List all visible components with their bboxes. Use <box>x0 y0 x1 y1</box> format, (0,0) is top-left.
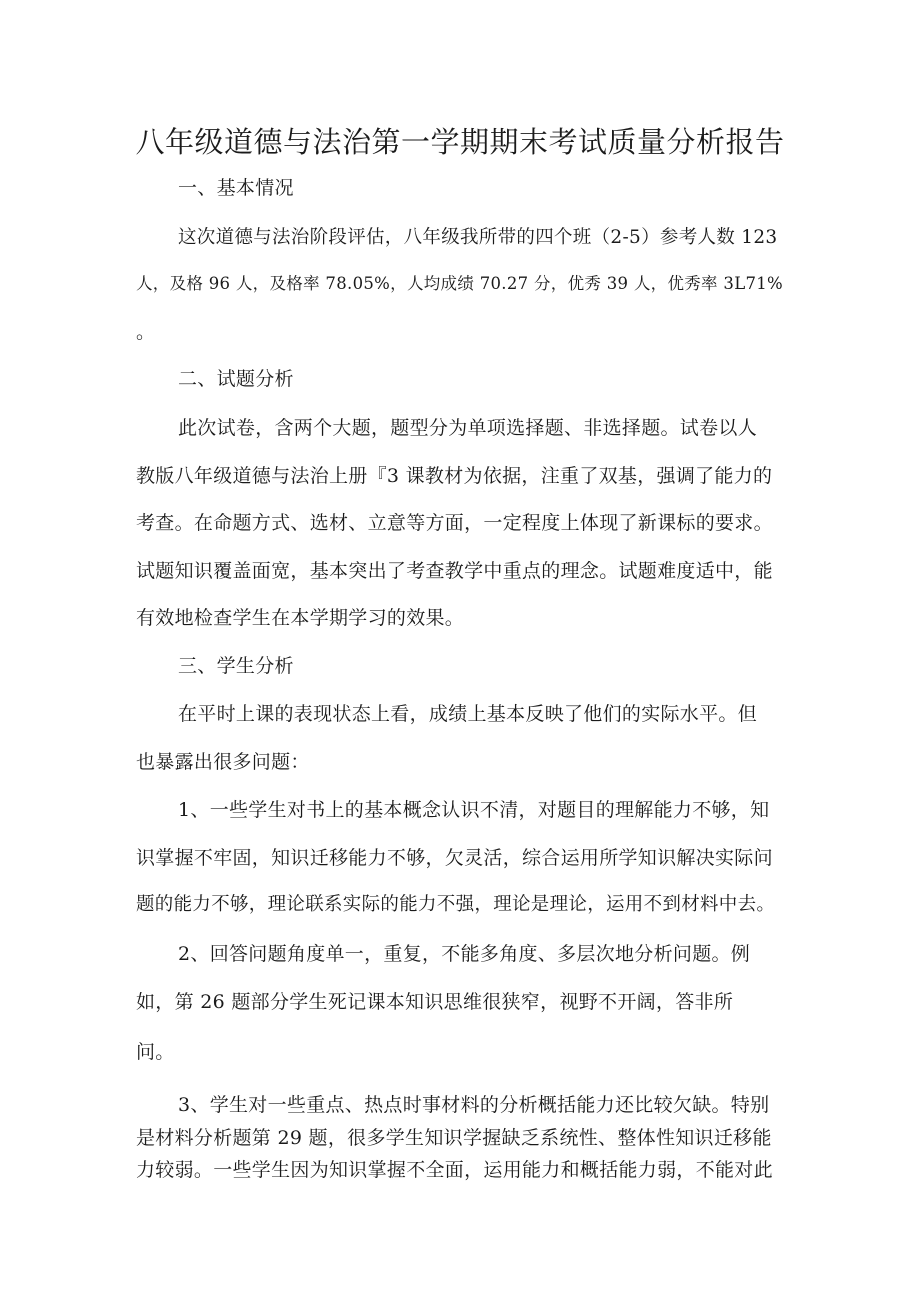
paragraph-line: 考查。在命题方式、选材、立意等方面，一定程度上体现了新课标的要求。 <box>136 512 773 534</box>
list-item-line: 1、一些学生对书上的基本概念认识不清，对题目的理解能力不够，知 <box>178 799 770 821</box>
document-title: 八年级道德与法治第一学期期末考试质量分析报告 <box>135 125 785 159</box>
paragraph-line: 。 <box>136 321 156 343</box>
paragraph-line: 试题知识覆盖面宽，基本突出了考查教学中重点的理念。试题难度适中，能 <box>136 560 773 582</box>
paragraph-line: 人，及格 96 人，及格率 78.05%，人均成绩 70.27 分，优秀 39 人，优秀率 3L71% <box>136 274 784 293</box>
paragraph-line: 教版八年级道德与法治上册『3 课教材为依据，注重了双基，强调了能力的 <box>136 465 773 487</box>
section-heading-exam: 二、试题分析 <box>178 368 294 390</box>
list-item-line: 问。 <box>136 1041 175 1063</box>
paragraph-line: 在平时上课的表现状态上看，成绩上基本反映了他们的实际水平。但 <box>178 703 758 725</box>
list-item-line: 识掌握不牢固，知识迁移能力不够，欠灵活，综合运用所学知识解决实际问 <box>136 847 773 869</box>
section-heading-basic: 一、基本情况 <box>178 177 294 199</box>
list-item-line: 力较弱。一些学生因为知识掌握不全面，运用能力和概括能力弱，不能对此 <box>136 1159 773 1181</box>
list-item-line: 3、学生对一些重点、热点时事材料的分析概括能力还比较欠缺。特别 <box>178 1094 770 1116</box>
paragraph-line: 此次试卷，含两个大题，题型分为单项选择题、非选择题。试卷以人 <box>178 417 758 439</box>
paragraph-line: 这次道德与法治阶段评估，八年级我所带的四个班（2-5）参考人数 123 <box>178 227 778 248</box>
paragraph-line: 也暴露出很多问题： <box>136 751 310 773</box>
paragraph-line: 有效地检查学生在本学期学习的效果。 <box>136 607 465 629</box>
list-item-line: 如，第 26 题部分学生死记课本知识思维很狭窄，视野不开阔，答非所 <box>136 991 734 1013</box>
list-item-line: 题的能力不够，理论联系实际的能力不强，理论是理论，运用不到材料中去。 <box>136 894 776 915</box>
list-item-line: 是材料分析题第 29 题，很多学生知识学握缺乏系统性、整体性知识迁移能 <box>136 1127 772 1149</box>
list-item-line: 2、回答问题角度单一，重复，不能多角度、多层次地分析问题。例 <box>178 943 751 965</box>
section-heading-students: 三、学生分析 <box>178 655 294 677</box>
